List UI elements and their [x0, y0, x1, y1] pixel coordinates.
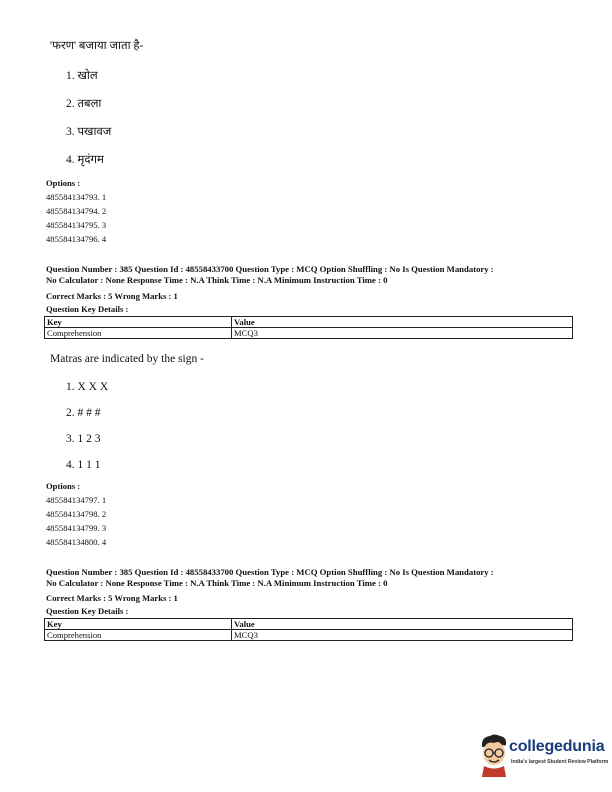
value-header: Value	[232, 619, 573, 630]
key-details-label: Question Key Details :	[46, 304, 129, 314]
option-id: 485584134795. 3	[46, 220, 107, 230]
choice-4: 4. मृदंगम	[66, 154, 104, 166]
option-id: 485584134800. 4	[46, 537, 107, 547]
options-label: Options :	[46, 178, 81, 188]
key-cell: Comprehension	[45, 630, 232, 641]
choice-3: 3. 1 2 3	[66, 433, 101, 445]
marks: Correct Marks : 5 Wrong Marks : 1	[46, 291, 178, 301]
options-label: Options :	[46, 481, 81, 491]
value-cell: MCQ3	[232, 328, 573, 339]
question-meta	[46, 264, 586, 286]
option-id: 485584134797. 1	[46, 495, 107, 505]
key-cell: Comprehension	[45, 328, 232, 339]
question-text: 'फरण' बजाया जाता है-	[50, 40, 144, 52]
key-header: Key	[45, 317, 232, 328]
key-table	[44, 316, 573, 339]
choice-4: 4. 1 1 1	[66, 459, 101, 471]
brand-tagline: India's largest Student Review Platform	[511, 759, 609, 765]
mascot-logo-icon	[478, 733, 510, 777]
option-id: 485584134793. 1	[46, 192, 107, 202]
key-details-label: Question Key Details :	[46, 606, 129, 616]
option-id: 485584134799. 3	[46, 523, 107, 533]
key-header: Key	[45, 619, 232, 630]
choice-2: 2. तबला	[66, 98, 102, 110]
value-cell: MCQ3	[232, 630, 573, 641]
option-id: 485584134796. 4	[46, 234, 107, 244]
value-header: Value	[232, 317, 573, 328]
choice-1: 1. X X X	[66, 381, 109, 393]
choice-2: 2. # # #	[66, 407, 101, 419]
choice-3: 3. पखावज	[66, 126, 112, 138]
option-id: 485584134794. 2	[46, 206, 107, 216]
marks: Correct Marks : 5 Wrong Marks : 1	[46, 593, 178, 603]
meta-line-1: Question Number : 385 Question Id : 48558433700 Question Type : MCQ Option Shuffling : No Is Question Mandatory :	[46, 567, 494, 577]
choice-1: 1. खोल	[66, 70, 98, 82]
meta-line-1: Question Number : 385 Question Id : 48558433700 Question Type : MCQ Option Shuffling : No Is Question Mandatory :	[46, 264, 494, 274]
option-id: 485584134798. 2	[46, 509, 107, 519]
meta-line-2: No Calculator : None Response Time : N.A Think Time : N.A Minimum Instruction Time : 0	[46, 578, 388, 588]
brand-name: collegedunia	[509, 738, 605, 755]
question-meta	[46, 567, 586, 589]
key-table	[44, 618, 573, 641]
meta-line-2: No Calculator : None Response Time : N.A Think Time : N.A Minimum Instruction Time : 0	[46, 275, 388, 285]
question-text: Matras are indicated by the sign -	[50, 353, 204, 365]
